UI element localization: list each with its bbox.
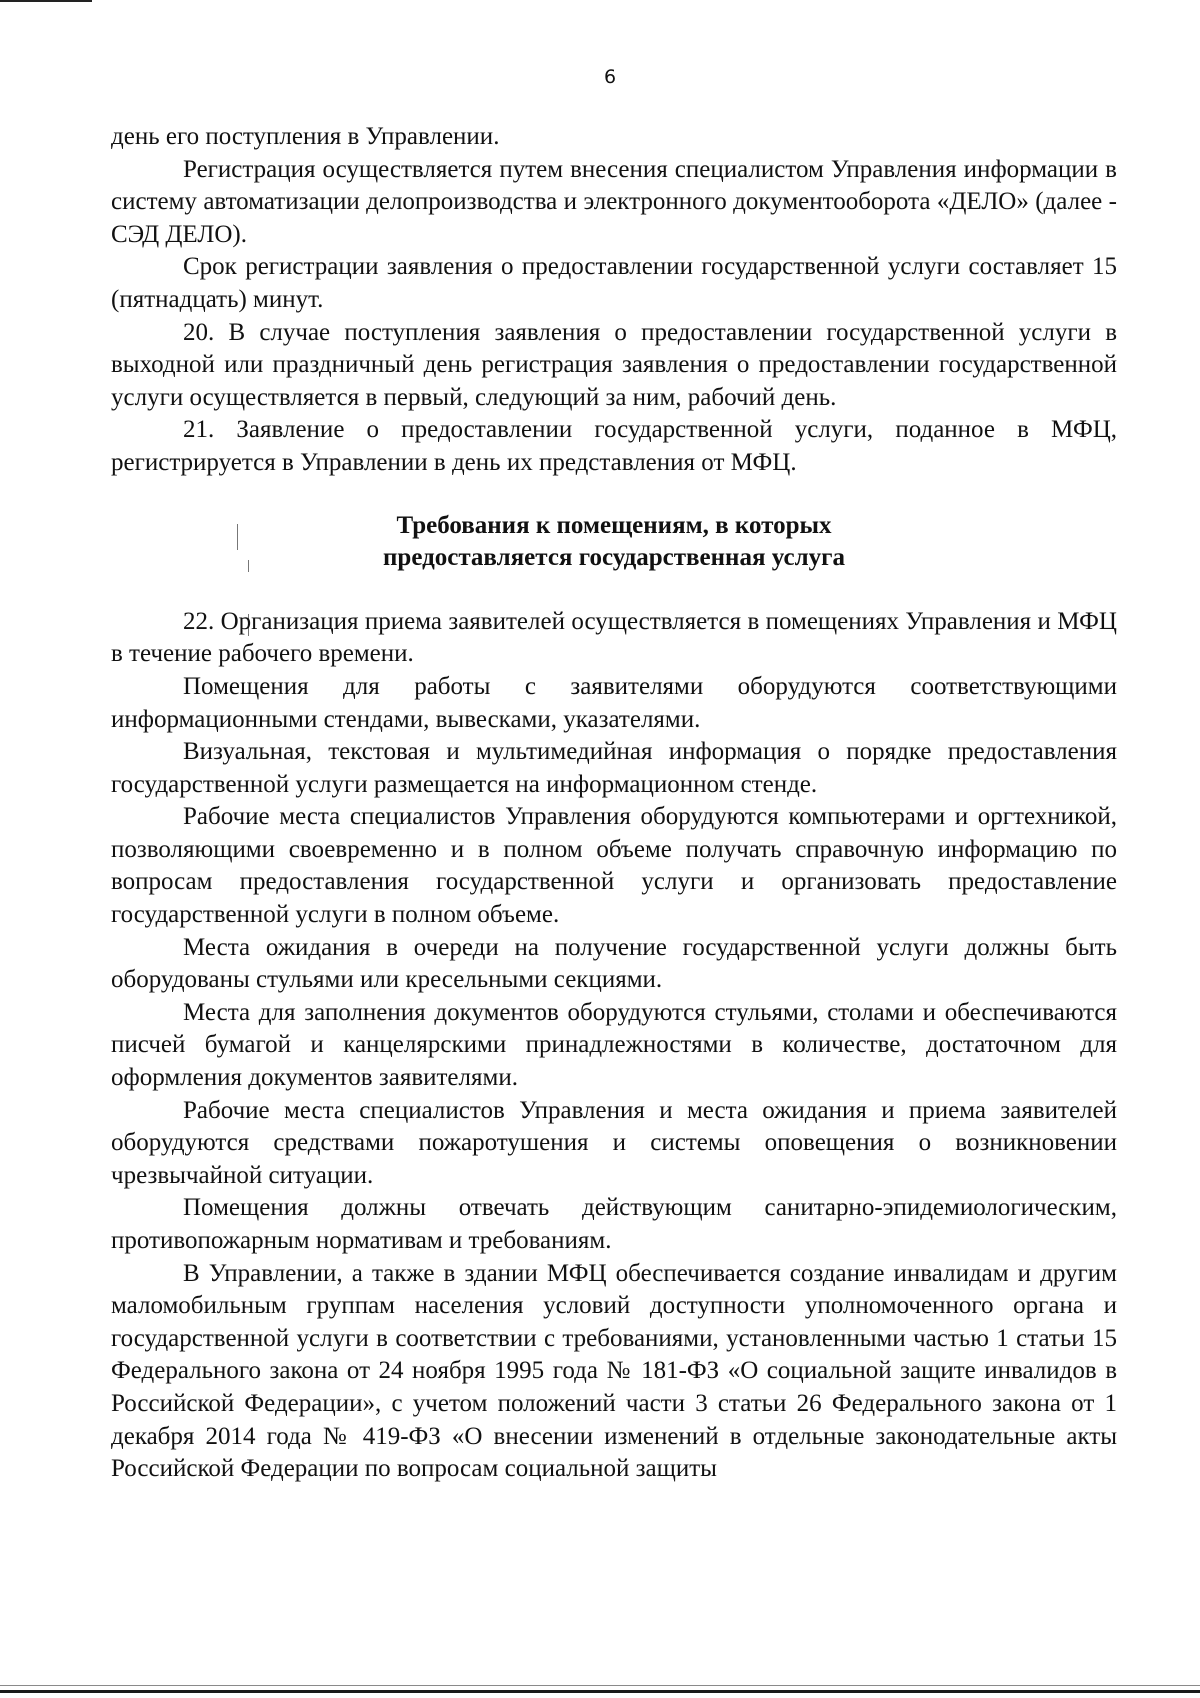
paragraph: Рабочие места специалистов Управления оборудуются компьютерами и оргтехникой, позволяющими своевременно и в полном объеме получать справочную информацию по вопросам предоставления государственной услуги и организовать предоставление государственной услуги в полном объеме. [111, 803, 1117, 929]
paragraph: 21. Заявление о предоставлении государственной услуги, поданное в МФЦ, регистрируется в Управлении в день их представления от МФЦ. [111, 416, 1117, 476]
page-number: 6 [603, 66, 617, 88]
scan-edge-line [0, 1685, 1200, 1686]
document-body [111, 121, 1117, 1486]
paragraph: Визуальная, текстовая и мультимедийная информация о порядке предоставления государственной услуги размещается на информационном стенде. [111, 738, 1117, 798]
paragraph: Срок регистрации заявления о предоставлении государственной услуги составляет 15 (пятнадцать) минут. [111, 253, 1117, 313]
paragraph: 20. В случае поступления заявления о предоставлении государственной услуги в выходной или праздничный день регистрация заявления о предоставлении государственной услуги осуществляется в первый, следующий за ним, рабочий день. [111, 318, 1117, 411]
paragraph: Помещения должны отвечать действующим санитарно-эпидемиологическим, противопожарным нормативам и требованиям. [111, 1194, 1117, 1254]
scan-edge-line [0, 0, 92, 2]
paragraph: Места ожидания в очереди на получение государственной услуги должны быть оборудованы стульями или кресельными секциями. [111, 933, 1117, 994]
paragraph: Рабочие места специалистов Управления и места ожидания и приема заявителей оборудуются средствами пожаротушения и системы оповещения о возникновении чрезвычайной ситуации. [111, 1096, 1117, 1189]
section-heading-line: Требования к помещениям, в которых [396, 511, 832, 539]
paragraph: день его поступления в Управлении. [111, 123, 500, 150]
section-heading-line: предоставляется государственная услуга [383, 544, 845, 572]
scan-edge-line [0, 1690, 1200, 1693]
paragraph: Места для заполнения документов оборудуются стульями, столами и обеспечиваются писчей бумагой и канцелярскими принадлежностями в количестве, достаточном для оформления документов заявителями. [111, 998, 1117, 1092]
section-heading [111, 510, 1117, 575]
paragraph: В Управлении, а также в здании МФЦ обеспечивается создание инвалидам и другим маломобильным группам населения условий доступности уполномоченного органа и государственной услуги в соответствии с требованиями, установленными частью 1 статьи 15 Федерального закона от 24 ноября 1995 года № 181-ФЗ «О социальной защите инвалидов в Российской Федерации», с учетом положений части 3 статьи 26 Федерального закона от 1 декабря 2014 года № 419-ФЗ «О внесении изменений в отдельные законодательные акты Российской Федерации по вопросам социальной защиты [111, 1259, 1117, 1483]
paragraph: Регистрация осуществляется путем внесения специалистом Управления информации в систему автоматизации делопроизводства и электронного документооборота «ДЕЛО» (далее - СЭД ДЕЛО). [111, 155, 1117, 248]
paragraph: 22. Организация приема заявителей осуществляется в помещениях Управления и МФЦ в течение рабочего времени. [111, 607, 1117, 668]
paragraph: Помещения для работы с заявителями оборудуются соответствующими информационными стендами, вывесками, указателями. [111, 672, 1117, 733]
